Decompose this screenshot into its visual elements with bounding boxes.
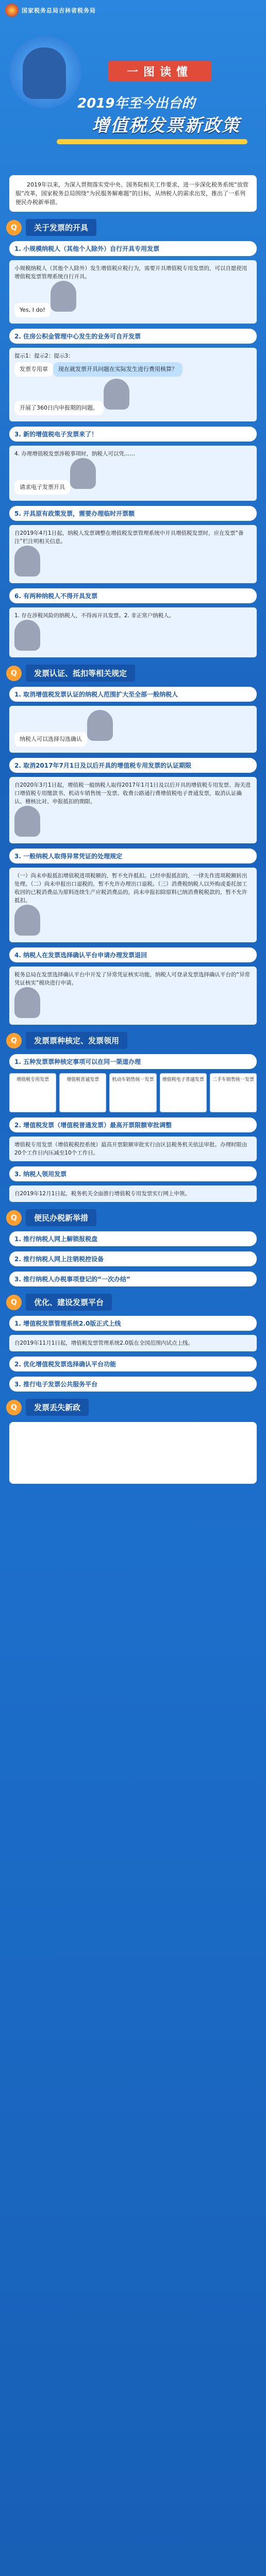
- invoice-type-cell: 二手车销售统一发票: [210, 1073, 257, 1112]
- item-body: [9, 967, 257, 1025]
- item-text: 小规模纳税人（其他个人除外）发生增值税应税行为，需要开具增值税专用发票的，可以自愿使用增值税发票管理系统自行开具。: [14, 265, 247, 280]
- item-body: [9, 260, 257, 324]
- section-title: 发票票种核定、发票领用: [26, 1032, 127, 1049]
- section-item: [9, 1357, 257, 1371]
- invoice-type-cell: 增值税电子普通发票: [160, 1073, 207, 1112]
- item-title: 3. 新的增值税电子发票来了！: [9, 427, 257, 442]
- item-title: 6. 有两种纳税人不得开具发票: [9, 588, 257, 603]
- item-body: [9, 525, 257, 583]
- q-badge-icon: Q: [6, 1400, 22, 1415]
- item-title: 2. 推行纳税人网上注销税控设备: [9, 1251, 257, 1266]
- mascot-icon: [70, 458, 96, 489]
- invoice-type-cell: 增值税普通发票: [59, 1073, 106, 1112]
- item-body: [9, 868, 257, 942]
- speech-bubble: 现在就发票开具问题在实际发生进行费用核算？: [53, 362, 182, 377]
- hero-title-line2: 增值税发票新政策: [92, 115, 240, 136]
- speech-bubble: 纳税人可以选择勾选确认: [14, 732, 87, 747]
- item-text: 自2019年4月1日起，纳税人发票调整在增值税发票管理系统中开具增值税发票时，应在发票“备注”栏注明相关信息。: [14, 530, 244, 545]
- item-text: 增值税专用发票（增值税税控系统）最高开票限额审批实行由区县税务机关依法审批。办理时限由20个工作日内压减至10个工作日。: [14, 1142, 247, 1156]
- section-item: [9, 1377, 257, 1392]
- item-body: [9, 348, 257, 421]
- item-body: [9, 446, 257, 501]
- item-title: 2. 住房公积金管理中心发生的业务可自开发票: [9, 329, 257, 344]
- hero-badge: 一图读懂: [108, 61, 211, 81]
- item-text: 自2019年12月1日起，税务机关全面推行增值税专用发票实行网上申领。: [14, 1191, 190, 1197]
- section-item: [9, 849, 257, 942]
- hero-title-line1: 2019年至今出台的: [77, 96, 195, 111]
- tax-emblem-icon: [5, 4, 19, 17]
- item-title: 1. 增值税发票管理系统2.0版正式上线: [9, 1316, 257, 1331]
- section-item: [9, 1316, 257, 1351]
- section-title: 发票认证、抵扣等相关规定: [26, 665, 135, 682]
- item-text: 税务总局在发票选择确认平台中开发了异常凭证核实功能，纳税人可登录发票选择确认平台的“异常凭证核实”模块进行申请。: [14, 972, 250, 986]
- invoice-type-cell: 增值税专用发票: [9, 1073, 56, 1112]
- item-title: 3. 推行电子发票公共服务平台: [9, 1377, 257, 1392]
- speech-bubble: Yes, I do!: [14, 303, 51, 317]
- section-item: [9, 1231, 257, 1246]
- speech-bubble: 请求电子发票开具: [14, 480, 70, 495]
- item-title: 1. 五种发票票种核定事项可以在同一渠道办理: [9, 1054, 257, 1069]
- item-body: [9, 607, 257, 657]
- item-title: 1. 推行纳税人网上解锁报税盘: [9, 1231, 257, 1246]
- section-title: 关于发票的开具: [26, 219, 96, 236]
- intro-text: 2019年以来，为深入贯彻落实党中央、国务院相关工作要求，进一步深化税务系统“放管服”改革，国家税务总局围绕“为民服务解难题”的目标，从纳税人的需求出发，推出了一系列便民办税新举措。: [15, 181, 248, 206]
- item-text: 提示1：提示2：提示3：: [14, 353, 74, 359]
- invoice-type-cell: 机动车销售统一发票: [109, 1073, 156, 1112]
- section-title: 发票丢失新政: [26, 1399, 89, 1416]
- mascot-icon: [14, 987, 40, 1018]
- item-text: 4. 办理增值税发票涉税事项时，纳税人可以凭……: [14, 451, 135, 457]
- item-body: [9, 1185, 257, 1202]
- speech-bubble: 发票专用章: [14, 362, 53, 377]
- item-title: 2. 优化增值税发票选择确认平台功能: [9, 1357, 257, 1371]
- mascot-icon: [14, 806, 40, 837]
- q-badge-icon: Q: [6, 1033, 22, 1048]
- intro-card: [9, 175, 257, 212]
- item-text: 自2019年11月1日起，增值税发票管理系统2.0版在全国范围内试点上线。: [14, 1340, 193, 1346]
- section-title: 优化、建设发票平台: [26, 1294, 112, 1311]
- section-header: [6, 1209, 260, 1226]
- header-bar: [0, 0, 266, 21]
- section-item: [9, 588, 257, 657]
- item-text: 自2020年3月1日起，增值税一般纳税人取得2017年1月1日及以后开具的增值税专用发票、海关进口增值税专用缴款书、机动车销售统一发票、收费公路通行费增值税电子普通发票，取消认证确认、稽核比对、申报抵扣的期限。: [14, 782, 251, 805]
- section-item: [9, 1117, 257, 1161]
- section-header: [6, 219, 260, 236]
- item-title: 5. 开具原有政策发票，需要办理临时开票额: [9, 506, 257, 521]
- section-item: [9, 947, 257, 1025]
- section-item: [9, 506, 257, 583]
- item-text: 1. 存在涉税风险的纳税人，不得再开具发票。2. 非正常户纳税人。: [14, 613, 175, 619]
- section-title: 便民办税新举措: [26, 1209, 96, 1226]
- item-body: [9, 1335, 257, 1351]
- item-body: [9, 777, 257, 843]
- item-title: 1. 取消增值税发票认证的纳税人范围扩大至全部一般纳税人: [9, 687, 257, 702]
- mascot-icon: [14, 620, 40, 651]
- section-item: [9, 329, 257, 421]
- section-item: [9, 1166, 257, 1202]
- section-header: [6, 665, 260, 682]
- q-badge-icon: Q: [6, 666, 22, 681]
- section-item: [9, 241, 257, 324]
- hero-banner: [0, 21, 266, 175]
- item-title: 1. 小规模纳税人（其他个人除外）自行开具专用发票: [9, 241, 257, 256]
- section-item: [9, 1054, 257, 1112]
- item-title: 2. 增值税发票（增值税普通发票）最高开票限额审批调整: [9, 1117, 257, 1132]
- mascot-icon: [87, 710, 113, 741]
- section-item: [9, 427, 257, 501]
- mascot-icon: [14, 546, 40, 577]
- section-header: [6, 1294, 260, 1311]
- q-badge-icon: Q: [6, 1210, 22, 1226]
- item-body: [9, 1137, 257, 1161]
- section-header: [6, 1032, 260, 1049]
- mascot-officer-icon: [23, 47, 66, 99]
- q-badge-icon: Q: [6, 220, 22, 235]
- hero-underline: [57, 139, 247, 144]
- section-header: [6, 1399, 260, 1416]
- section-item: [9, 1251, 257, 1266]
- section-item: [9, 687, 257, 753]
- item-title: 3. 一般纳税人取得异常凭证的处理规定: [9, 849, 257, 863]
- mascot-icon: [104, 379, 129, 410]
- mascot-icon: [14, 905, 40, 936]
- item-title: 3. 推行纳税人办税事项登记的“一次办结”: [9, 1272, 257, 1286]
- section-item: [9, 1272, 257, 1286]
- q-badge-icon: Q: [6, 1295, 22, 1310]
- item-title: 2. 取消2017年7月1日及以后开具的增值税专用发票的认证期限: [9, 758, 257, 773]
- sections-container: [0, 219, 266, 1484]
- org-name: 国家税务总局吉林省税务局: [22, 7, 96, 14]
- item-title: 4. 纳税人在发票选择确认平台申请办理发票退回: [9, 947, 257, 962]
- item-body: [9, 706, 257, 753]
- item-text: （一）尚未申报抵扣增值税进项税额的，暂不允许抵扣。已经申报抵扣的，一律先作进项税额转出处理。（二）尚未申报出口退税的，暂不允许办理出口退税。（三）消费税纳税人以外购或委托加工收回的已税消费品为原料连续生产应税消费品的，尚未申报扣除原料已纳消费税税款的，暂不允许抵扣。: [14, 873, 247, 904]
- mascot-icon: [51, 281, 76, 312]
- lost-invoice-illustration: [9, 1422, 257, 1484]
- item-title: 3. 纳税人领用发票: [9, 1166, 257, 1181]
- speech-bubble: 开展了360日内申报期的问题。: [14, 401, 104, 415]
- section-item: [9, 758, 257, 843]
- invoice-type-grid: [9, 1073, 257, 1112]
